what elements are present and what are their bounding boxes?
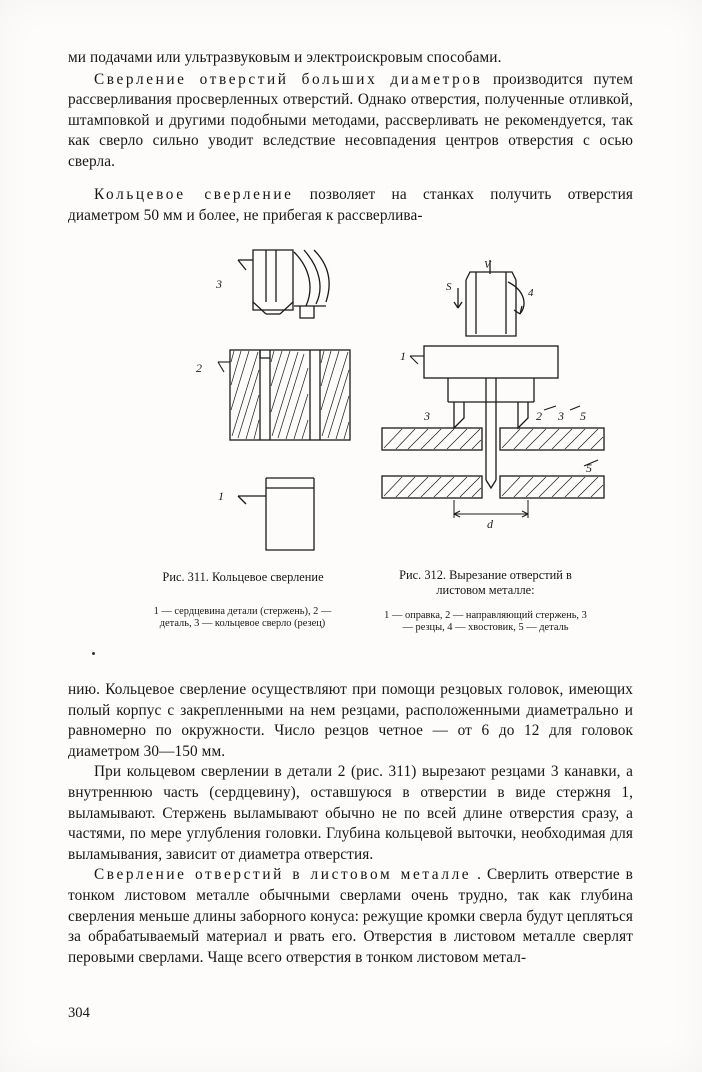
stray-speck — [92, 652, 95, 655]
figure-311-label-1: 1 — [218, 489, 224, 503]
figure-311-label-2: 2 — [196, 361, 202, 375]
figure-311-caption: Рис. 311. Кольцевое сверление — [162, 570, 324, 584]
figure-312-label-s: S — [446, 281, 452, 293]
top-text-block — [68, 48, 633, 173]
figure-312-label-5b: 5 — [586, 461, 592, 475]
figure-312-label-3b: 3 — [558, 409, 564, 423]
paragraph-top-3 — [68, 185, 633, 226]
paragraph-top-2-rest: производится путем рассверливания просверленных отверстий. Однако отверстия, полученные отливкой, штамповкой и другими подобными методами, рассверливать не рекомендуется, так как сверло сильно уводит вследствие несовпадения центров отверстия с осью сверла. — [68, 70, 633, 170]
bottom-text-block — [68, 680, 633, 968]
figure-311-legend: 1 — сердцевина детали (стержень), 2 — деталь, 3 — кольцевое сверло (резец) — [153, 606, 332, 630]
mid-text-block — [68, 185, 633, 226]
figure-312-legend: 1 — оправка, 2 — направляющий стержень, 3 — резцы, 4 — хвостовик, 5 — деталь — [384, 610, 587, 634]
spaced-lead-3: Сверление отверстий в листовом металле — [94, 866, 472, 884]
spaced-lead-1: Сверление отверстий больших диаметров — [94, 70, 483, 88]
spaced-lead-2: Кольцевое сверление — [94, 186, 294, 203]
figure-312-label-1: 1 — [400, 349, 406, 363]
figure-312-label-v: V — [484, 260, 491, 271]
figure-312-label-2: 2 — [536, 409, 542, 423]
figure-312-drawing — [348, 260, 648, 570]
paragraph-bottom-2: При кольцевом сверлении в детали 2 (рис. 311) вырезают резцами 3 канавки, а внутреннюю часть (сердцевину), оставшуюся в отверстии в виде стержня 1, выламывают. Стержень выламывают обычно не по всей длине отверстия сразу, а частями, по мере углубления головки. Глубина кольцевой выточки, необходимая для выламывания, зависит от диаметра отверстия. — [68, 763, 633, 863]
paragraph-top-3-rest: позволяет на станках получить отверстия диаметром 50 мм и более, не прибегая к рассверлива- — [68, 186, 634, 224]
figure-312-label-3a: 3 — [424, 409, 430, 423]
figure-311-label-3: 3 — [216, 277, 222, 291]
paragraph-top-2 — [68, 70, 633, 173]
paragraph-top-1: ми подачами или ультразвуковым и электроискровым способами. — [68, 49, 502, 66]
figure-312-label-d: d — [487, 517, 493, 531]
paragraph-bottom-3 — [68, 865, 633, 968]
paragraph-bottom-3-rest: . Сверлить отверстие в тонком листовом металле обычными сверлами очень трудно, так как глубина сверления меньше длины заборного конуса: режущие кромки сверла будут цепляться за обрабатываемый материал и рвать его. Отверстия в листовом металле сверлят перовыми сверлами. Чаще всего отверстия в тонком листовом метал- — [68, 866, 633, 966]
figure-area — [68, 240, 633, 660]
figure-312-label-5a: 5 — [580, 409, 586, 423]
page-number: 304 — [68, 1005, 90, 1021]
figure-312-caption: Рис. 312. Вырезание отверстий в листовом металле: — [399, 568, 572, 597]
figure-312-label-4: 4 — [528, 287, 534, 299]
paragraph-bottom-1: нию. Кольцевое сверление осуществляют при помощи резцовых головок, имеющих полый корпус с закрепленными на нем резцами, расположенными диаметрально и равномерно по окружности. Число резцов четное — от 6 до 12 для головок диаметром 30—150 мм. — [68, 681, 633, 760]
